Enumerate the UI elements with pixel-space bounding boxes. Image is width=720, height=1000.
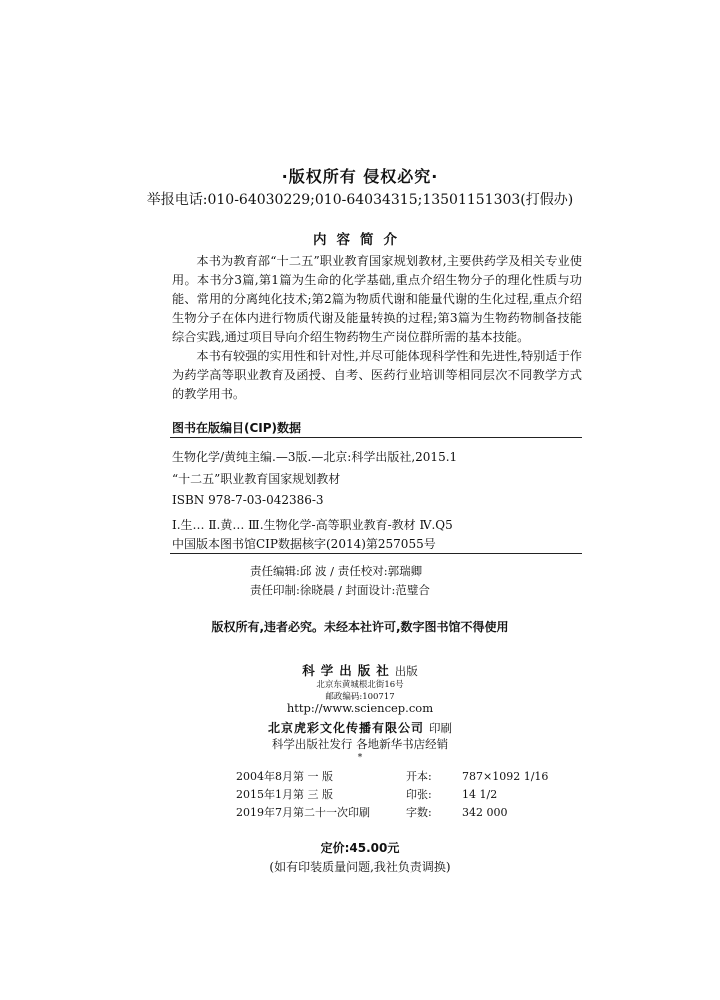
edition-table: [236, 768, 548, 822]
summary-text: [172, 252, 582, 404]
publisher-line: [0, 660, 720, 679]
edition-date: 2019年7月第二十一次印刷: [236, 806, 370, 819]
edition-date: 2015年1月第 三 版: [236, 788, 333, 801]
edition-row: [236, 786, 548, 804]
distribution-line: 科学出版社发行 各地新华书店经销: [271, 737, 449, 751]
publisher-suffix: 出版: [394, 664, 418, 678]
divider-asterisk: *: [357, 753, 363, 763]
cip-line-record-number: 中国版本图书馆CIP数据核字(2014)第257055号: [172, 537, 436, 551]
report-hotline: 举报电话:010-64030229;010-64034315;13501151303(打假办): [146, 192, 574, 208]
printer-name: 北京虎彩文化传播有限公司: [267, 721, 424, 735]
summary-paragraph: 本书有较强的实用性和针对性,并尽可能体现科学性和先进性,特别适于作为药学高等职业教育及函授、自考、医药行业培训等相同层次不同教学方式的教学用书。: [172, 349, 582, 401]
replacement-note: (如有印装质量问题,我社负责调换): [269, 860, 451, 874]
edition-label: 字数:: [406, 806, 432, 819]
cip-line-isbn: ISBN 978-7-03-042386-3: [172, 493, 324, 507]
cip-bottom-rule: [170, 553, 582, 554]
cip-top-rule: [170, 437, 582, 438]
edition-value: 787×1092 1/16: [462, 769, 549, 783]
copyright-title: ·版权所有 侵权必究·: [281, 167, 439, 186]
cip-line-series: “十二五”职业教育国家规划教材: [172, 472, 341, 486]
price: 定价:45.00元: [320, 841, 400, 855]
edition-date: 2004年8月第 一 版: [236, 770, 333, 783]
publisher-address: 北京东黄城根北街16号: [316, 680, 404, 690]
print-credits: 责任印制:徐晓晨 / 封面设计:范璧合: [250, 583, 430, 597]
edition-label: 开本:: [406, 770, 432, 783]
summary-paragraph: 本书为教育部“十二五”职业教育国家规划教材,主要供药学及相关专业使用。本书分3篇,第1篇为生命的化学基础,重点介绍生物分子的理化性质与功能、常用的分离纯化技术;第2篇为物质代谢和能量代谢的生化过程,重点介绍生物分子在体内进行物质代谢及能量转换的过程;第3篇为生物药物制备技能综合实践,通过项目导向介绍生物药物生产岗位群所需的基本技能。: [172, 254, 582, 344]
editor-credits: 责任编辑:邱 波 / 责任校对:郭瑞卿: [250, 564, 423, 578]
printer-line: [0, 717, 720, 736]
cip-line-title: 生物化学/黄纯主编.—3版.—北京:科学出版社,2015.1: [172, 450, 458, 464]
summary-heading: 内容简介: [313, 232, 407, 248]
printer-suffix: 印刷: [429, 721, 453, 735]
edition-row: [236, 768, 548, 786]
publisher-postcode: 邮政编码:100717: [325, 692, 395, 702]
publisher-url: http://www.sciencep.com: [286, 701, 434, 715]
edition-value: 14 1/2: [462, 787, 498, 801]
edition-label: 印张:: [406, 788, 432, 801]
cip-heading: 图书在版编目(CIP)数据: [172, 421, 302, 435]
edition-value: 342 000: [462, 805, 508, 819]
edition-row: [236, 804, 548, 822]
rights-notice: 版权所有,违者必究。未经本社许可,数字图书馆不得使用: [211, 620, 509, 634]
publisher-name: 科学出版社: [302, 663, 395, 678]
cip-line-classification: Ⅰ.生… Ⅱ.黄… Ⅲ.生物化学-高等职业教育-教材 Ⅳ.Q5: [172, 518, 453, 532]
